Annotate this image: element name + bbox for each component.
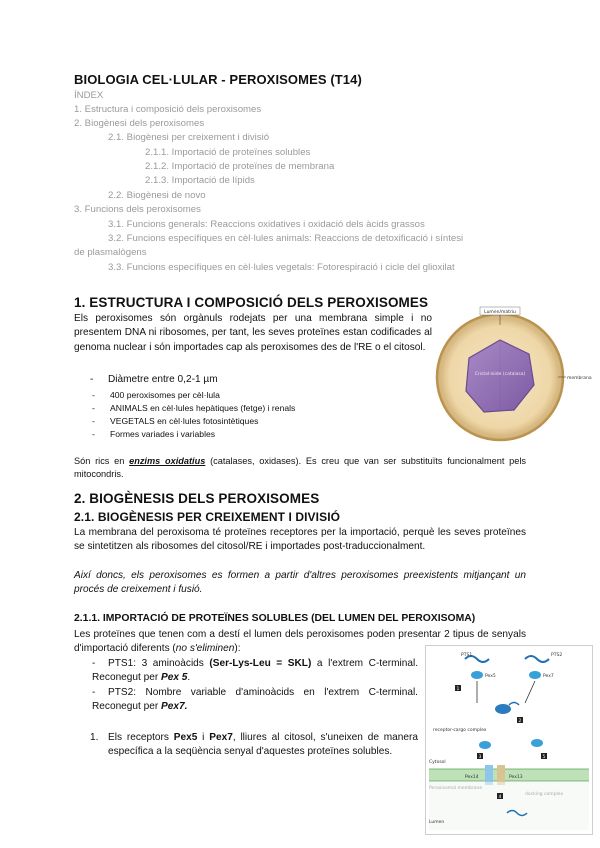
label-pex13: Pex13 — [509, 775, 523, 780]
section-2-heading: 2. BIOGÈNESIS DELS PEROXISOMES — [74, 491, 320, 506]
document-title: BIOLOGIA CEL·LULAR - PEROXISOMES (T14) — [74, 72, 362, 87]
enzymes-suffix: (catalases, oxidases). Es creu que van ser substituïts funcionalment pels mitocondris. — [74, 456, 527, 479]
crystalloid-label: Cristal·loide (catalasa) — [474, 372, 526, 377]
numbered-t1: Els receptors — [108, 732, 174, 743]
numbered-item-number: 1. — [90, 732, 99, 743]
bullet-text: VEGETALS en cèl·lules fotosintètiques — [110, 416, 259, 426]
section-1-heading: 1. ESTRUCTURA I COMPOSICIÓ DELS PEROXISOMES — [74, 295, 429, 310]
pts-intro-text: Les proteïnes que tenen com a destí el lumen dels peroxisomes poden presentar 2 tipus de senyals d'importació diferents ( — [74, 629, 526, 655]
enzymes-paragraph — [74, 455, 526, 481]
pts-intro-end: ): — [234, 643, 241, 655]
recycled-receptor — [531, 739, 543, 747]
index-item: 3.3. Funcions específiques en cèl·lules vegetals: Fotorespiració i cicle del glioxilat — [108, 262, 455, 273]
label-right: membrana — [567, 376, 592, 381]
bullet-dash: - — [90, 374, 94, 385]
index-item: 2.2. Biogènesi de novo — [108, 190, 206, 201]
bullet-dash: - — [92, 429, 95, 439]
index-item: 2. Biogènesi dels peroxisomes — [74, 118, 205, 129]
pts-intro-italic: no s'eliminen — [175, 643, 235, 655]
label-pts1: PTS1 — [461, 653, 473, 658]
bullet-item — [92, 415, 258, 428]
bullet-item — [92, 428, 215, 441]
pts1-item — [92, 657, 418, 686]
label-pex7: Pex7 — [543, 674, 554, 679]
step-2: 2 — [518, 719, 522, 724]
index-item: 2.1.1. Importació de proteïnes solubles — [145, 147, 311, 158]
label-top: Lumen/matriu — [484, 310, 516, 315]
pex7-receptor — [529, 671, 541, 679]
pts2-item — [92, 686, 418, 715]
numbered-item-text — [108, 731, 418, 760]
step-1: 1 — [456, 687, 460, 692]
pts1-rest: a l'extrem C-terminal. Reconegut per — [92, 658, 419, 684]
step-3: 3 — [478, 755, 482, 760]
pex5-receptor — [471, 671, 483, 679]
bullet-dash: - — [92, 687, 96, 698]
index-item: 2.1.2. Importació de proteïnes de membrana — [145, 161, 335, 172]
bullet-dash: - — [92, 390, 95, 400]
peroxisome-figure — [434, 303, 592, 447]
bullet-item — [92, 389, 220, 402]
numbered-t3: , lliures al citosol, s'uneixen de manera específica a la seqüència senyal d'aquestes proteïnes solubles. — [108, 732, 418, 758]
pts2-label: PTS2: Nombre variable d'aminoàcids en l'extrem C-terminal. Reconegut per — [92, 687, 418, 713]
index-item: 3.2. Funcions específiques en cèl·lules animals: Reaccions de detoxificació i síntesi — [108, 233, 464, 244]
bullet-item — [92, 402, 295, 415]
protein-import-figure — [425, 645, 593, 835]
section-2-1-heading: 2.1. BIOGÈNESIS PER CREIXEMENT I DIVISIÓ — [74, 510, 341, 524]
section-2-1-italic: Així doncs, els peroxisomes es formen a partir d'altres peroxisomes preexistents mitjançant un procés de creixement i fusió. — [74, 570, 526, 596]
index-item: 1. Estructura i composició dels peroxisomes — [74, 104, 262, 115]
pts1-label: PTS1: 3 aminoàcids — [108, 658, 210, 669]
enzymes-prefix: Són rics en — [74, 456, 130, 466]
receptor-cargo-complex — [495, 704, 511, 714]
pts2-receptor: Pex7. — [161, 701, 188, 713]
step-4: 4 — [498, 795, 502, 800]
section-2-1-paragraph: La membrana del peroxisoma té proteïnes receptores per la importació, perquè les seves proteïnes se sintetitzen als ribosomes del citosol/RE i importades post-traduccionalment. — [74, 527, 526, 553]
docked-receptor — [479, 741, 491, 749]
numbered-t2: i — [197, 732, 210, 743]
bullet-text: Diàmetre entre 0,2-1 µm — [108, 374, 218, 385]
index-item: 3. Funcions dels peroxisomes — [74, 204, 201, 215]
step-5: 5 — [542, 755, 546, 760]
index-item: 3.1. Funcions generals: Reaccions oxidatives i oxidació dels àcids grassos — [108, 219, 425, 230]
section-2-1-1-heading: 2.1.1. IMPORTACIÓ DE PROTEÏNES SOLUBLES (DEL LUMEN DEL PEROXISOMA) — [74, 613, 476, 624]
label-pex5: Pex5 — [485, 674, 496, 679]
enzymes-term: enzims oxidatius — [129, 456, 206, 466]
pts1-end: . — [187, 672, 191, 684]
numbered-b1: Pex5 — [173, 732, 198, 743]
label-lumen: Lumen — [429, 820, 445, 825]
lumen-area — [429, 782, 589, 830]
bullet-dash: - — [92, 403, 95, 413]
bullet-text: ANIMALS en cèl·lules hepàtiques (fetge) i renals — [110, 403, 296, 413]
bullet-dash: - — [92, 658, 96, 669]
pts1-bold: (Ser-Lys-Leu = SKL) — [209, 658, 312, 669]
index-item: 2.1.3. Importació de lípids — [145, 175, 255, 186]
index-item: 2.1. Biogènesi per creixement i divisió — [108, 132, 270, 143]
label-pts2: PTS2 — [551, 653, 563, 658]
bullet-text: 400 peroxisomes per cèl·lula — [110, 390, 220, 400]
index-item: de plasmalògens — [74, 247, 147, 258]
label-cytosol: Cytosol — [429, 760, 446, 765]
label-complex: receptor-cargo complex — [433, 728, 487, 733]
pts1-receptor: Pex 5 — [161, 672, 188, 684]
label-pex14: Pex14 — [465, 775, 479, 780]
index-heading: ÍNDEX — [74, 90, 104, 101]
numbered-b2: Pex7 — [209, 732, 233, 743]
bullet-item — [90, 373, 218, 387]
section-1-paragraph: Els peroxisomes són orgànuls rodejats per una membrana simple i no presentem DNA ni ribosomes, per tant, les seves proteïnes estan codificades al genoma nuclear i són importades cap als peroxisomes des de l'RE o el citosol. — [74, 313, 432, 353]
bullet-text: Formes variades i variables — [110, 429, 216, 439]
bullet-dash: - — [92, 416, 95, 426]
